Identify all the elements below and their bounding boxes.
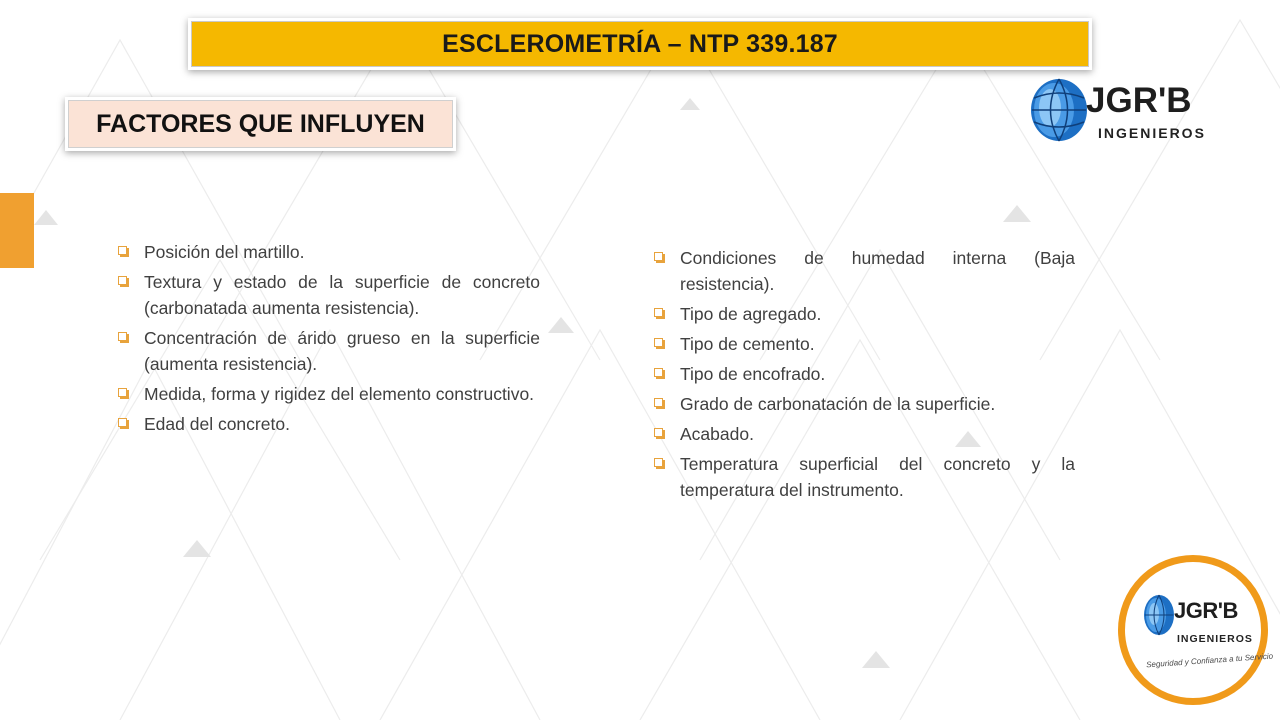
list-item	[654, 391, 1075, 417]
list-item	[654, 301, 1075, 327]
list-item-text: Condiciones de humedad interna (Baja resistencia).	[680, 248, 1075, 294]
list-item	[118, 269, 540, 321]
badge-tagline: Seguridad y Confianza a tu Servicio	[1145, 651, 1274, 670]
list-item	[118, 381, 540, 407]
badge-globe-icon	[1143, 594, 1175, 636]
list-item-text: Tipo de agregado.	[680, 304, 822, 324]
list-item	[654, 421, 1075, 447]
title-banner	[191, 21, 1089, 67]
list-item	[654, 361, 1075, 387]
checkbox-bullet-icon	[654, 368, 663, 377]
checkbox-bullet-icon	[118, 418, 127, 427]
list-item-text: Edad del concreto.	[144, 414, 290, 434]
badge-subtitle: INGENIEROS	[1177, 633, 1253, 645]
checkbox-bullet-icon	[118, 388, 127, 397]
checkbox-bullet-icon	[654, 458, 663, 467]
list-item-text: Concentración de árido grueso en la superficie (aumenta resistencia).	[144, 328, 540, 374]
list-item	[654, 451, 1075, 503]
list-item	[654, 245, 1075, 297]
checkbox-bullet-icon	[118, 332, 127, 341]
globe-icon	[1031, 79, 1087, 141]
list-item-text: Tipo de encofrado.	[680, 364, 826, 384]
logo-wordmark: JGR'B	[1086, 81, 1192, 120]
checkbox-bullet-icon	[654, 252, 663, 261]
slide-title: ESCLEROMETRÍA – NTP 339.187	[442, 29, 838, 58]
badge-wordmark: JGR'B	[1174, 598, 1238, 623]
list-item-text: Posición del martillo.	[144, 242, 305, 262]
company-logo	[1028, 76, 1220, 144]
checkbox-bullet-icon	[654, 428, 663, 437]
list-item-text: Textura y estado de la superficie de concreto (carbonatada aumenta resistencia).	[144, 272, 540, 318]
list-item	[118, 411, 540, 437]
subtitle-box	[68, 100, 453, 148]
list-item	[118, 239, 540, 265]
list-item	[654, 331, 1075, 357]
list-item-text: Tipo de cemento.	[680, 334, 815, 354]
right-factor-list	[654, 245, 1075, 507]
brand-badge	[1118, 555, 1268, 705]
checkbox-bullet-icon	[118, 246, 127, 255]
checkbox-bullet-icon	[654, 308, 663, 317]
logo-subtitle: INGENIEROS	[1098, 125, 1206, 141]
list-item-text: Acabado.	[680, 424, 754, 444]
list-item	[118, 325, 540, 377]
orange-accent-tab	[0, 193, 34, 268]
list-item-text: Medida, forma y rigidez del elemento constructivo.	[144, 384, 535, 404]
section-subtitle: FACTORES QUE INFLUYEN	[96, 109, 425, 138]
checkbox-bullet-icon	[654, 338, 663, 347]
checkbox-bullet-icon	[654, 398, 663, 407]
checkbox-bullet-icon	[118, 276, 127, 285]
list-item-text: Grado de carbonatación de la superficie.	[680, 394, 996, 414]
left-factor-list	[118, 239, 540, 441]
list-item-text: Temperatura superficial del concreto y la temperatura del instrumento.	[680, 454, 1075, 500]
